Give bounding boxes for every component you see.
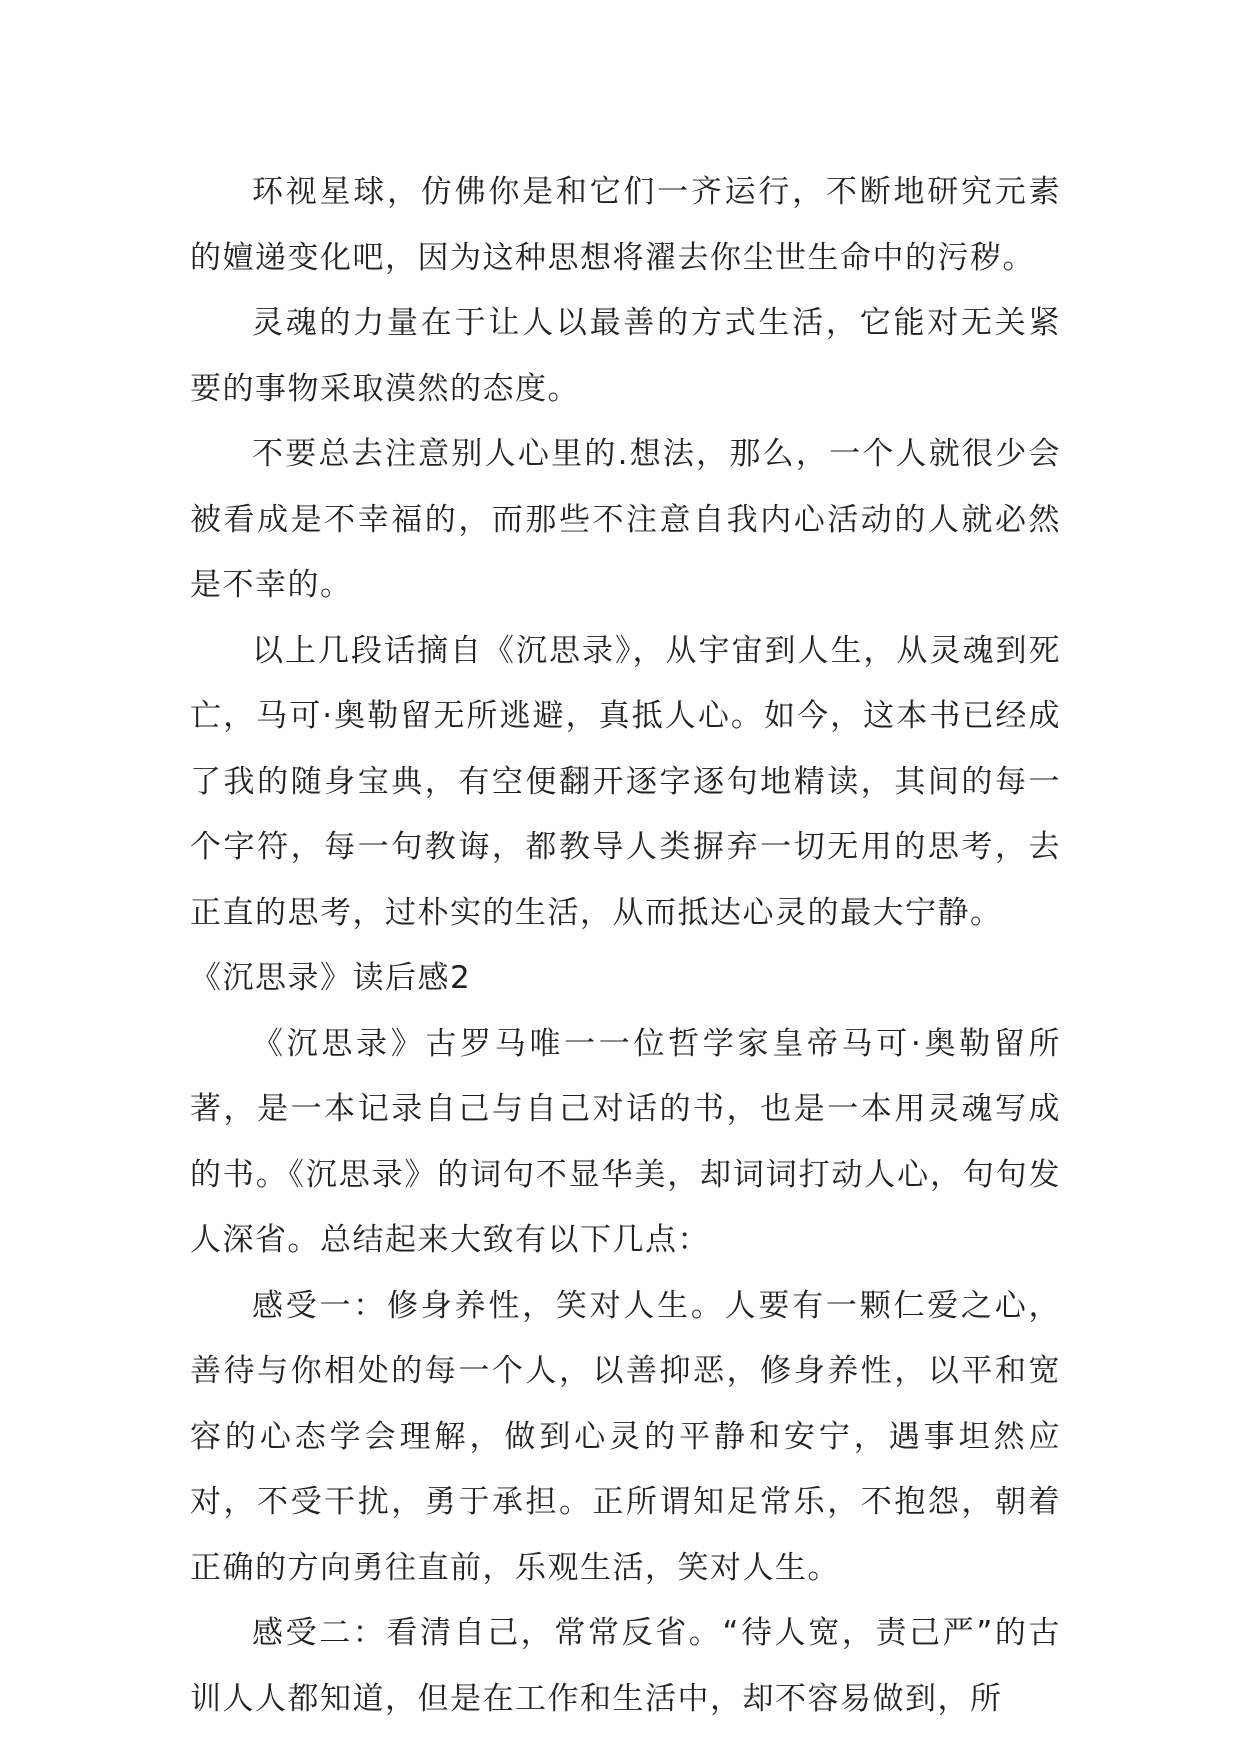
paragraph-feeling-one: 感受一：修身养性，笑对人生。人要有一颗仁爱之心，善待与你相处的每一个人，以善抑恶，修身养性，以平和宽容的心态学会理解，做到心灵的平静和安宁，遇事坦然应对，不受干扰，勇于承担。正所谓知足常乐，不抱怨，朝着正确的方向勇往直前，乐观生活，笑对人生。 <box>190 1287 1061 1586</box>
paragraph-others-thoughts: 不要总去注意别人心里的.想法，那么，一个人就很少会被看成是不幸福的，而那些不注意自我内心活动的人就必然是不幸的。 <box>190 436 1061 603</box>
paragraph-soul-power: 灵魂的力量在于让人以最善的方式生活，它能对无关紧要的事物采取漠然的态度。 <box>190 305 1061 407</box>
paragraph-book-intro: 《沉思录》古罗马唯一一位哲学家皇帝马可·奥勒留所著，是一本记录自己与自己对话的书，也是一本用灵魂写成的书。《沉思录》的词句不显华美，却词词打动人心，句句发人深省。总结起来大致有以下几点： <box>190 1025 1061 1258</box>
paragraph-feeling-two: 感受二：看清自己，常常反省。“待人宽，责己严”的古训人人都知道，但是在工作和生活中，却不容易做到，所 <box>190 1615 1061 1717</box>
paragraph-stars: 环视星球，仿佛你是和它们一齐运行，不断地研究元素的嬗递变化吧，因为这种思想将濯去你尘世生命中的污秽。 <box>190 174 1061 276</box>
paragraph-excerpt-summary: 以上几段话摘自《沉思录》，从宇宙到人生，从灵魂到死亡，马可·奥勒留无所逃避，真抵人心。如今，这本书已经成了我的随身宝典，有空便翻开逐字逐句地精读，其间的每一个字符，每一句教诲，都教导人类摒弃一切无用的思考，去正直的思考，过朴实的生活，从而抵达心灵的最大宁静。 <box>190 632 1061 931</box>
section-heading: 《沉思录》读后感2 <box>190 960 472 996</box>
